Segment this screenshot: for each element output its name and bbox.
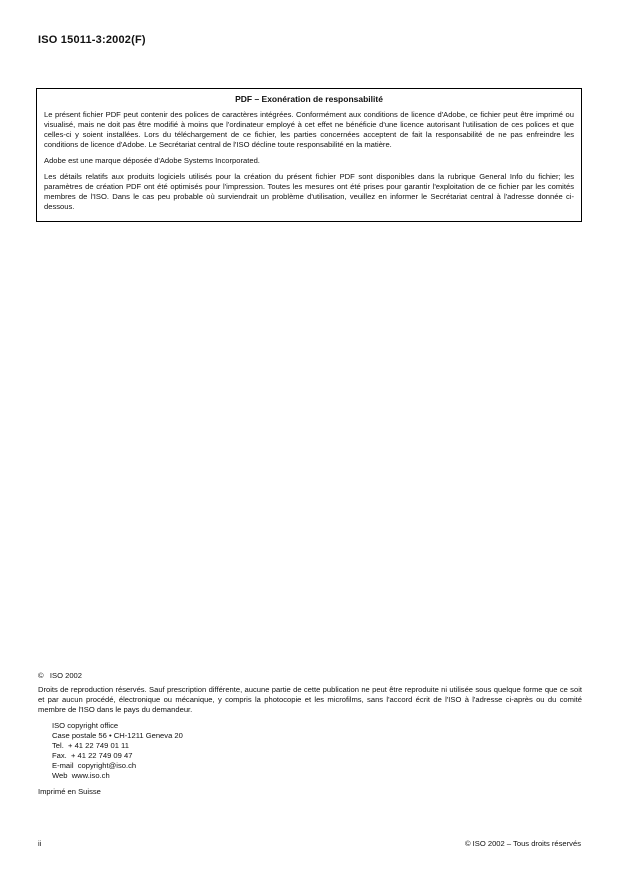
disclaimer-paragraph-2: Adobe est une marque déposée d'Adobe Systems Incorporated. bbox=[44, 156, 260, 165]
copyright-notice: © ISO 2002 bbox=[38, 671, 83, 680]
address-line-tel: Tel. + 41 22 749 01 11 bbox=[52, 741, 129, 750]
disclaimer-title: PDF – Exonération de responsabilité bbox=[235, 94, 383, 104]
address-line-postal: Case postale 56 • CH-1211 Geneva 20 bbox=[52, 731, 183, 740]
disclaimer-paragraph-3: Les détails relatifs aux produits logiciels utilisés pour la création du présent fichier PDF sont disponibles dans la rubrique General Info du fichier; les paramètres de création PDF ont été optimisés pour l'impression. Toutes les mesures ont été prises pour garantir l'exploitation de ce fichier par les comités membres de l'ISO. Dans le cas peu probable où surviendrait un problème d'utilisation, veuillez en informer le Secrétariat central à l'adresse donnée ci-dessous. bbox=[44, 172, 574, 211]
disclaimer-paragraph-1: Le présent fichier PDF peut contenir des polices de caractères intégrées. Conformément aux conditions de licence d'Adobe, ce fichier peut être imprimé ou visualisé, mais ne doit pas être modifié à moins que l'ordinateur employé à cet effet ne bénéficie d'une licence autorisant l'utilisation de ces polices et que celles-ci y soient installées. Lors du téléchargement de ce fichier, les parties concernées acceptent de fait la responsabilité de ne pas enfreindre les conditions de licence d'Adobe. Le Secrétariat central de l'ISO décline toute responsabilité en la matière. bbox=[44, 110, 574, 149]
pdf-disclaimer-box bbox=[36, 88, 582, 222]
address-line-office: ISO copyright office bbox=[52, 721, 119, 730]
address-line-fax: Fax. + 41 22 749 09 47 bbox=[52, 751, 133, 760]
footer-copyright-line: © ISO 2002 – Tous droits réservés bbox=[464, 839, 581, 848]
address-line-email: E-mail copyright@iso.ch bbox=[52, 761, 137, 770]
document-reference-header: ISO 15011-3:2002(F) bbox=[38, 34, 146, 46]
iso-copyright-office-address bbox=[52, 721, 183, 781]
address-line-web: Web www.iso.ch bbox=[52, 771, 110, 780]
printed-in-country: Imprimé en Suisse bbox=[38, 787, 101, 796]
footer-page-number: ii bbox=[38, 839, 42, 848]
reproduction-rights-paragraph: Droits de reproduction réservés. Sauf prescription différente, aucune partie de cette publication ne peut être reproduite ni utilisée sous quelque forme que ce soit et par aucun procédé, électronique ou mécanique, y compris la photocopie et les microfilms, sans l'accord écrit de l'ISO à l'adresse ci-après ou du comité membre de l'ISO dans le pays du demandeur. bbox=[38, 685, 582, 714]
